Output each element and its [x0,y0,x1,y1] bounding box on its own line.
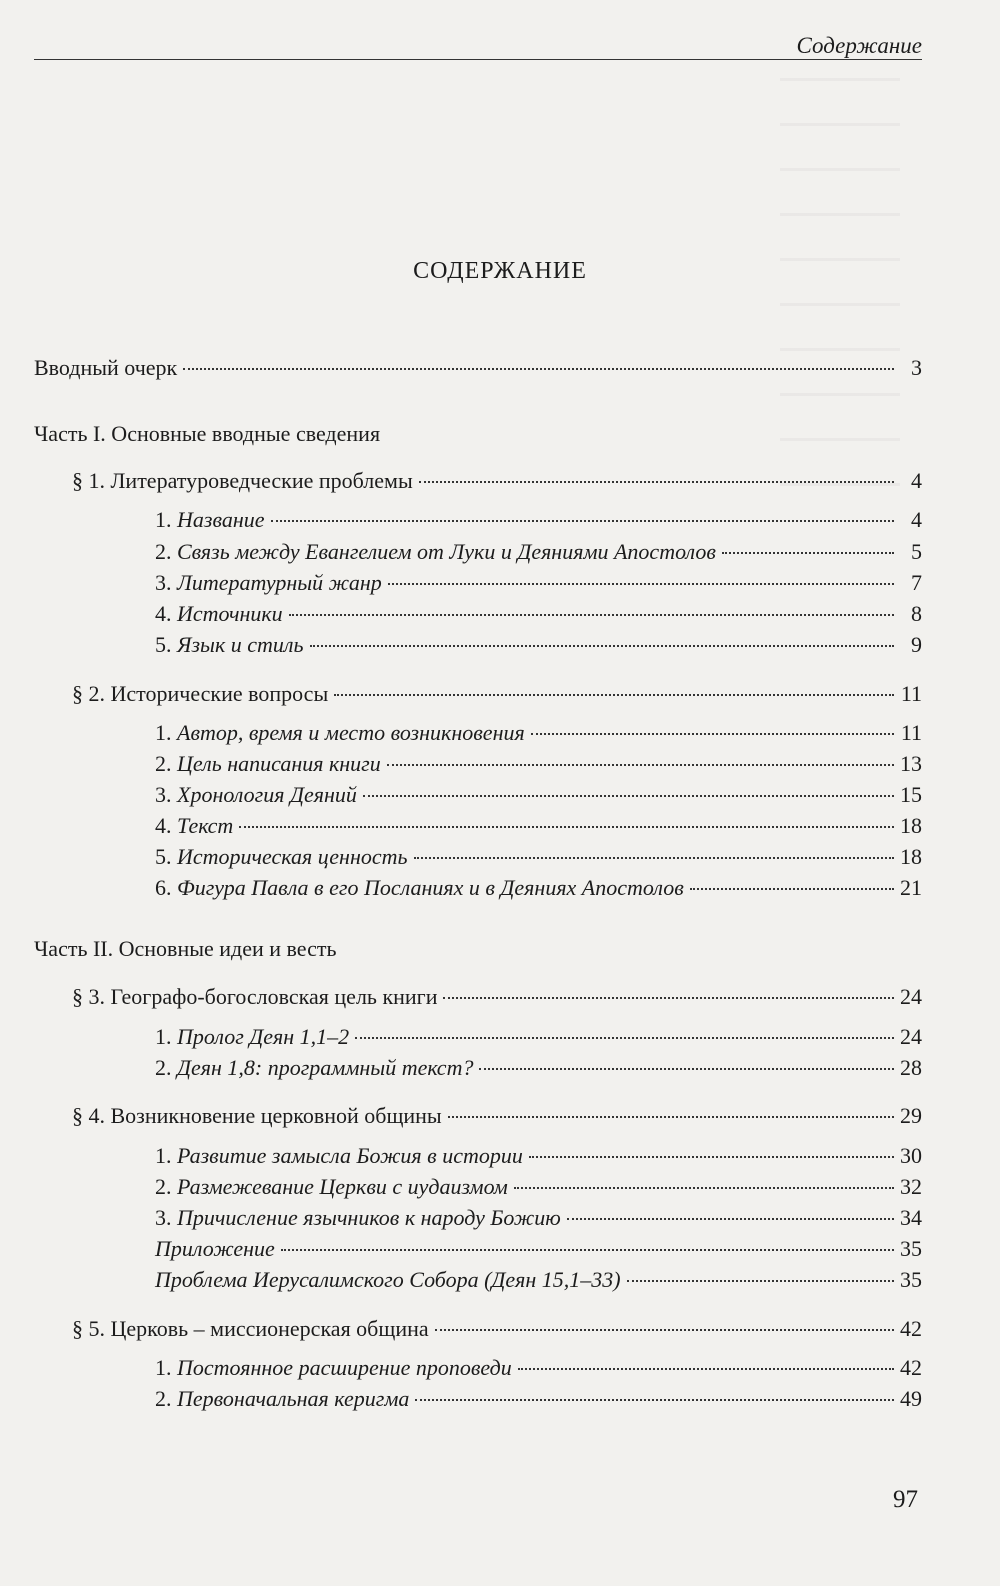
toc-item[interactable] [155,1357,922,1379]
toc-entry-title: Приложение [155,1236,275,1261]
bleed-through [780,78,900,508]
toc-entry-title: Возникновение церковной общины [110,1103,442,1128]
toc-entry-title: Название [177,507,265,532]
toc-item[interactable] [155,603,922,625]
toc-page-number: 4 [911,468,922,493]
leader-dots [448,1116,894,1118]
leader-dots [435,1329,894,1331]
toc-page-number: 49 [900,1386,922,1411]
toc-item[interactable] [155,1176,922,1198]
toc-item[interactable] [155,1145,922,1167]
toc-item[interactable] [155,1238,922,1260]
toc-item[interactable] [155,722,922,744]
toc-section[interactable] [72,986,922,1008]
toc-entry-title: Автор, время и место возникновения [177,720,525,745]
item-number: 1. [155,1355,172,1380]
leader-dots [415,1399,894,1401]
toc-page-number: 15 [900,782,922,807]
leader-dots [627,1280,894,1282]
toc-item[interactable] [155,815,922,837]
leader-dots [363,795,894,797]
item-number: 1. [155,507,172,532]
item-number: 2. [155,1174,172,1199]
item-number: 2. [155,751,172,776]
section-number: § 1. [72,468,105,493]
item-number: 1. [155,720,172,745]
toc-item[interactable] [155,541,922,563]
leader-dots [479,1068,894,1070]
toc-entry-title: Деян 1,8: программный текст? [177,1055,474,1080]
item-number: 5. [155,632,172,657]
toc-entry-title: Вводный очерк [34,355,178,380]
toc-entry-title: Язык и стиль [177,632,304,657]
toc-page-number: 18 [900,844,922,869]
toc-section[interactable] [72,470,922,492]
toc-item[interactable] [155,572,922,594]
toc-entry-title: Литературный жанр [177,570,382,595]
toc-entry-title: Первоначальная керигма [177,1386,410,1411]
leader-dots [355,1037,894,1039]
toc-item[interactable] [155,509,922,531]
toc-entry-title: Хронология Деяний [177,782,357,807]
leader-dots [443,997,894,999]
item-number: 3. [155,570,172,595]
item-number: 4. [155,813,172,838]
toc-entry-title: Фигура Павла в его Посланиях и в Деяниях Апостолов [177,875,684,900]
leader-dots [514,1187,894,1189]
leader-dots [271,520,894,522]
toc-entry-title: Цель написания книги [177,751,381,776]
toc-entry-title: Причисление язычников к народу Божию [177,1205,561,1230]
item-number: 1. [155,1024,172,1049]
toc-item[interactable] [155,877,922,899]
toc-page-number: 42 [900,1355,922,1380]
toc-page-number: 28 [900,1055,922,1080]
toc-page-number: 21 [900,875,922,900]
toc-page-number: 5 [911,539,922,564]
toc-entry-intro[interactable] [34,357,922,379]
leader-dots [414,857,894,859]
toc-page-number: 8 [911,601,922,626]
toc-item[interactable] [155,753,922,775]
toc-entry-title: Географо-богословская цель книги [110,984,438,1009]
header-rule [34,59,922,60]
toc-page-number: 11 [900,681,922,706]
toc-entry-title: Текст [177,813,234,838]
leader-dots [334,694,894,696]
toc-item[interactable] [155,634,922,656]
toc-page-number: 3 [911,355,922,380]
toc-item[interactable] [155,1269,922,1291]
leader-dots [722,552,894,554]
toc-item[interactable] [155,846,922,868]
toc-entry-title: Исторические вопросы [110,681,329,706]
toc-page-number: 30 [900,1143,922,1168]
leader-dots [183,368,894,370]
section-number: § 5. [72,1316,105,1341]
toc-page-number: 11 [900,720,922,745]
page-title: СОДЕРЖАНИЕ [413,258,587,284]
toc-entry-title: Пролог Деян 1,1–2 [177,1024,350,1049]
leader-dots [518,1368,894,1370]
toc-part-heading: Часть II. Основные идеи и весть [34,936,337,961]
toc-section[interactable] [72,1318,922,1340]
leader-dots [388,583,894,585]
item-number: 2. [155,1055,172,1080]
toc-page-number: 42 [900,1316,922,1341]
toc-entry-title: Развитие замысла Божия в истории [177,1143,523,1168]
leader-dots [690,888,894,890]
leader-dots [529,1156,894,1158]
toc-section[interactable] [72,683,922,705]
item-number: 6. [155,875,172,900]
running-head: Содержание [796,33,922,58]
leader-dots [567,1218,894,1220]
item-number: 5. [155,844,172,869]
item-number: 3. [155,782,172,807]
toc-entry-title: Связь между Евангелием от Луки и Деяниями Апостолов [177,539,716,564]
item-number: 3. [155,1205,172,1230]
toc-page-number: 13 [900,751,922,776]
section-number: § 3. [72,984,105,1009]
leader-dots [310,645,895,647]
item-number: 2. [155,539,172,564]
toc-item[interactable] [155,1057,922,1079]
item-number: 4. [155,601,172,626]
toc-item[interactable] [155,784,922,806]
toc-entry-title: Размежевание Церкви с иудаизмом [177,1174,508,1199]
toc-item[interactable] [155,1207,922,1229]
toc-entry-title: Литературоведческие проблемы [110,468,413,493]
section-number: § 2. [72,681,105,706]
toc-page-number: 35 [900,1267,922,1292]
toc-item[interactable] [155,1388,922,1410]
item-number: 1. [155,1143,172,1168]
toc-page-number: 4 [911,507,922,532]
leader-dots [281,1249,894,1251]
page-number: 97 [893,1486,918,1513]
toc-item[interactable] [155,1026,922,1048]
toc-part-heading: Часть I. Основные вводные сведения [34,421,381,446]
toc-page-number: 29 [900,1103,922,1128]
item-number: 2. [155,1386,172,1411]
leader-dots [289,614,894,616]
toc-page-number: 35 [900,1236,922,1261]
leader-dots [419,481,894,483]
leader-dots [531,733,894,735]
toc-page-number: 24 [900,1024,922,1049]
leader-dots [239,826,894,828]
toc-page-number: 7 [911,570,922,595]
toc-page-number: 34 [900,1205,922,1230]
toc-section[interactable] [72,1105,922,1127]
toc-page-number: 18 [900,813,922,838]
toc-page-number: 9 [911,632,922,657]
toc-entry-title: Постоянное расширение проповеди [177,1355,512,1380]
toc-entry-title: Историческая ценность [177,844,408,869]
toc-entry-title: Источники [177,601,283,626]
toc-entry-title: Проблема Иерусалимского Собора (Деян 15,1–33) [155,1267,621,1292]
section-number: § 4. [72,1103,105,1128]
toc-page-number: 24 [900,984,922,1009]
toc-page-number: 32 [900,1174,922,1199]
leader-dots [387,764,894,766]
toc-entry-title: Церковь – миссионерская община [110,1316,429,1341]
